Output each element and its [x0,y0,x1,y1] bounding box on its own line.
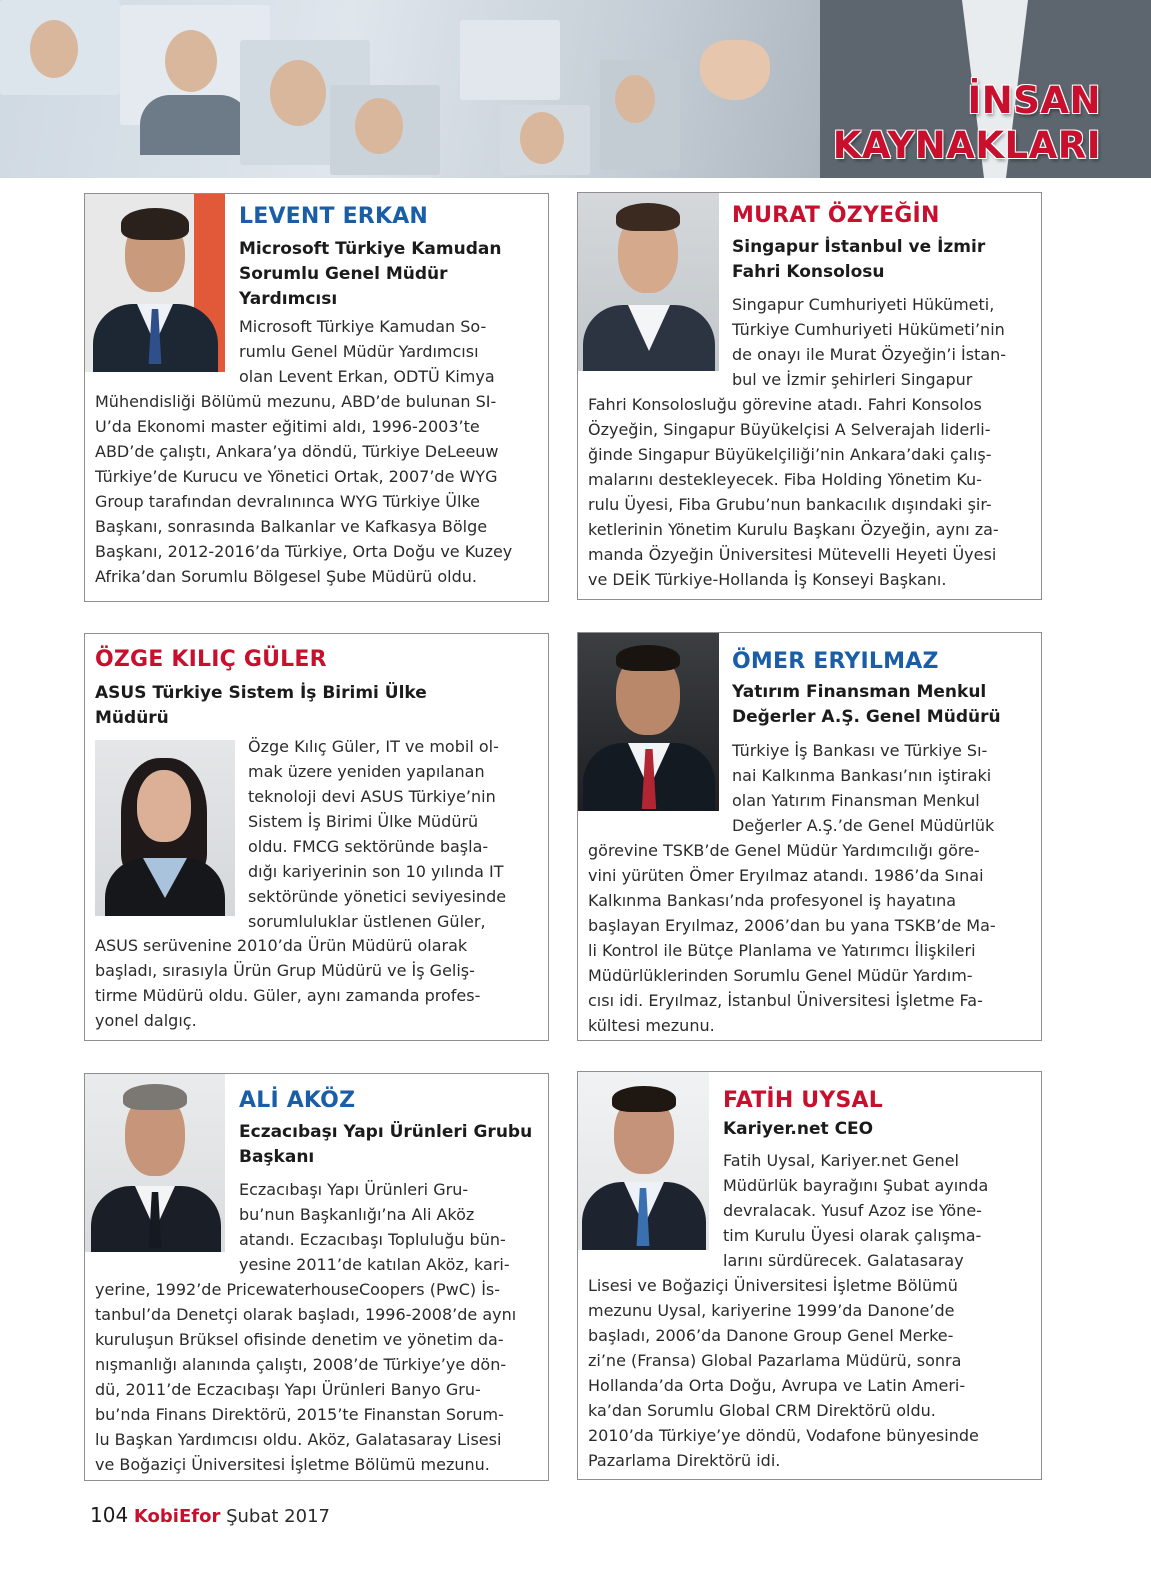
text-line: Türkiye Cumhuriyeti Hükümeti’nin [732,320,1005,339]
text-line: Pazarlama Direktörü idi. [588,1451,781,1470]
text-line: bul ve İzmir şehirleri Singapur [732,370,973,389]
text-line: mak üzere yeniden yapılanan [248,762,485,781]
profile-card-levent-erkan [84,193,549,602]
text-line: 2010’da Türkiye’ye döndü, Vodafone bünyesinde [588,1426,979,1445]
text-line: Fatih Uysal, Kariyer.net Genel [723,1151,959,1170]
profile-name: ALİ AKÖZ [239,1088,356,1113]
text-line: Müdürlük bayrağını Şubat ayında [723,1176,989,1195]
text-line: Hollanda’da Orta Doğu, Avrupa ve Latin Ameri- [588,1376,966,1395]
banner-face [615,75,655,123]
section-title [833,78,1101,168]
issue-date: Şubat 2017 [226,1506,330,1527]
text-line: nai Kalkınma Bankası’nın iştiraki [732,766,992,785]
profile-text-full [588,392,1033,592]
page-number: 104 [90,1503,129,1527]
text-line: ve DEİK Türkiye-Hollanda İş Konseyi Başkanı. [588,570,947,589]
text-line: teknoloji devi ASUS Türkiye’nin [248,787,496,806]
text-line: Değerler A.Ş.’de Genel Müdürlük [732,816,995,835]
text-line: olan Yatırım Finansman Menkul [732,791,980,810]
text-line: sorumluluklar üstlenen Güler, [248,912,486,931]
photo-hair [612,1086,676,1112]
text-line: Özyeğin, Singapur Büyükelçisi A Selverajah liderli- [588,420,991,439]
text-line: Lisesi ve Boğaziçi Üniversitesi İşletme Bölümü [588,1276,958,1295]
profile-card-ozge-kilic-guler [84,633,549,1041]
profile-text-wrapped [723,1148,1030,1273]
text-line: malarını destekleyecek. Fiba Holding Yönetim Ku- [588,470,982,489]
banner-suit [140,95,250,155]
text-line: atandı. Eczacıbaşı Topluluğu bün- [239,1230,506,1249]
profile-text-full [588,838,1033,1038]
profile-name: MURAT ÖZYEĞİN [732,203,940,228]
profile-role: Kariyer.net CEO [723,1119,874,1139]
text-line: Group tarafından devralınınca WYG Türkiye Ülke [95,492,480,511]
text-line: rulu Üyesi, Fiba Grubu’nun bankacılık dışındaki şir- [588,495,992,514]
text-line: U’da Ekonomi master eğitimi aldı, 1996-2003’te [95,417,480,436]
text-line: yesine 2011’de katılan Aköz, kari- [239,1255,510,1274]
profile-photo [578,633,719,811]
header-banner [0,0,1151,178]
profile-role: Singapur İstanbul ve İzmir Fahri Konsolosu [732,237,986,282]
text-line: dığı kariyerinin son 10 yılında IT [248,862,504,881]
banner-face [270,60,326,126]
text-line: Başkanı, 2012-2016’da Türkiye, Orta Doğu ve Kuzey [95,542,513,561]
text-line: bu’nda Finans Direktörü, 2015’te Finanstan Sorum- [95,1405,504,1424]
text-line: başladı, sırasıyla Ürün Grup Müdürü ve İş Geliş- [95,961,475,980]
banner-face [30,20,78,78]
text-line: Türkiye İş Bankası ve Türkiye Sı- [732,741,988,760]
profile-card-murat-ozyegin [577,192,1042,600]
text-line: cısı idi. Eryılmaz, İstanbul Üniversitesi İşletme Fa- [588,991,983,1010]
text-line: nışmanlığı alanında çalıştı, 2008’de Türkiye’ye dön- [95,1355,507,1374]
section-title-line1: İNSAN [967,79,1101,122]
photo-hair [121,208,189,240]
profile-name: ÖZGE KILIÇ GÜLER [95,647,327,672]
text-line: Kalkınma Bankası’nda profesyonel iş hayatına [588,891,957,910]
text-line: görevine TSKB’de Genel Müdür Yardımcılığı göre- [588,841,980,860]
text-line: lu Başkan Yardımcısı oldu. Aköz, Galatasaray Lisesi [95,1430,502,1449]
text-line: kültesi mezunu. [588,1016,715,1035]
text-line: manda Özyeğin Üniversitesi Mütevelli Heyeti Üyesi [588,545,997,564]
text-line: ve Boğaziçi Üniversitesi İşletme Bölümü mezunu. [95,1455,490,1474]
banner-face [520,112,564,164]
profile-card-omer-eryilmaz [577,632,1042,1041]
text-line: Afrika’dan Sorumlu Bölgesel Şube Müdürü oldu. [95,567,477,586]
profile-photo [578,1072,709,1250]
text-line: li Kontrol ile Bütçe Planlama ve Yatırımcı İlişkileri [588,941,976,960]
text-line: Özge Kılıç Güler, IT ve mobil ol- [248,737,499,756]
profile-card-ali-akoz [84,1073,549,1481]
text-line: larını sürdürecek. Galatasaray [723,1251,964,1270]
photo-hair [123,1084,187,1110]
text-line: tanbul’da Denetçi olarak başladı, 1996-2008’de aynı [95,1305,517,1324]
profile-role: Yatırım Finansman Menkul Değerler A.Ş. Genel Müdürü [732,682,1001,727]
text-line: zi’ne (Fransa) Global Pazarlama Müdürü, sonra [588,1351,962,1370]
profile-text-full [95,933,540,1033]
profile-text-wrapped [248,734,538,934]
text-line: ketlerinin Yönetim Kurulu Başkanı Özyeğin, aynı za- [588,520,999,539]
text-line: Microsoft Türkiye Kamudan So- [239,317,487,336]
profile-text-full [95,1277,540,1477]
profile-name: LEVENT ERKAN [239,204,429,229]
text-line: dü, 2011’de Eczacıbaşı Yapı Ürünleri Banyo Gru- [95,1380,481,1399]
profile-photo [85,1074,225,1252]
profile-role: Eczacıbaşı Yapı Ürünleri Grubu Başkanı [239,1122,533,1167]
text-line: sektöründe yönetici seviyesinde [248,887,507,906]
text-line: olan Levent Erkan, ODTÜ Kimya [239,367,495,386]
profile-photo [578,193,719,371]
profile-role: Microsoft Türkiye Kamudan Sorumlu Genel Müdür Yardımcısı [239,239,502,309]
profile-card-fatih-uysal [577,1071,1042,1480]
text-line: kuruluşun Brüksel ofisinde denetim ve yönetim da- [95,1330,504,1349]
profile-text-full [588,1273,1033,1473]
page-footer [90,1502,330,1530]
profile-text-wrapped [239,314,539,389]
text-line: oldu. FMCG sektöründe başla- [248,837,489,856]
profile-text-wrapped [732,738,1032,838]
profile-photo [95,740,235,916]
text-line: rumlu Genel Müdür Yardımcısı [239,342,479,361]
text-line: Türkiye’de Kurucu ve Yönetici Ortak, 2007’de WYG [95,467,498,486]
magazine-brand: KobiEfor [133,1506,221,1527]
banner-hand [700,40,770,100]
text-line: ASUS serüvenine 2010’da Ürün Müdürü olarak [95,936,468,955]
text-line: Başkanı, sonrasında Balkanlar ve Kafkasya Bölge [95,517,488,536]
section-title-line2: KAYNAKLARI [832,124,1101,167]
text-line: bu’nun Başkanlığı’na Ali Aköz [239,1205,475,1224]
text-line: başladı, 2006’da Danone Group Genel Merke- [588,1326,954,1345]
text-line: mezunu Uysal, kariyerine 1999’da Danone’de [588,1301,955,1320]
text-line: ğinde Singapur Büyükelçiliği’nin Ankara’daki çalış- [588,445,992,464]
profile-text-wrapped [732,292,1032,392]
profile-photo [85,194,225,372]
text-line: Mühendisliği Bölümü mezunu, ABD’de bulunan SI- [95,392,497,411]
profile-role: ASUS Türkiye Sistem İş Birimi Ülke Müdürü [95,683,427,728]
text-line: ABD’de çalıştı, Ankara’ya döndü, Türkiye DeLeeuw [95,442,499,461]
text-line: vini yürüten Ömer Eryılmaz atandı. 1986’da Sınai [588,866,984,885]
text-line: yonel dalgıç. [95,1011,197,1030]
profile-text-wrapped [239,1177,539,1277]
photo-hair [616,203,680,231]
banner-photo-tile [460,20,560,100]
text-line: Sistem İş Birimi Ülke Müdürü [248,812,479,831]
photo-face [137,770,191,842]
text-line: de onayı ile Murat Özyeğin’i İstan- [732,345,1007,364]
text-line: devralacak. Yusuf Azoz ise Yöne- [723,1201,982,1220]
text-line: ka’dan Sorumlu Global CRM Direktörü oldu. [588,1401,936,1420]
banner-face [355,98,403,154]
text-line: Müdürlüklerinden Sorumlu Genel Müdür Yardım- [588,966,973,985]
text-line: Fahri Konsolosluğu görevine atadı. Fahri Konsolos [588,395,982,414]
profile-name: FATİH UYSAL [723,1088,883,1113]
photo-hair [616,645,680,671]
profile-text-full [95,389,540,589]
banner-face [165,30,217,92]
text-line: Eczacıbaşı Yapı Ürünleri Gru- [239,1180,469,1199]
text-line: tim Kurulu Üyesi olarak çalışma- [723,1226,982,1245]
text-line: başlayan Eryılmaz, 2006’dan bu yana TSKB’de Ma- [588,916,996,935]
text-line: tirme Müdürü oldu. Güler, aynı zamanda profes- [95,986,481,1005]
profile-name: ÖMER ERYILMAZ [732,649,939,674]
text-line: yerine, 1992’de PricewaterhouseCoopers (PwC) İs- [95,1280,501,1299]
text-line: Singapur Cumhuriyeti Hükümeti, [732,295,995,314]
